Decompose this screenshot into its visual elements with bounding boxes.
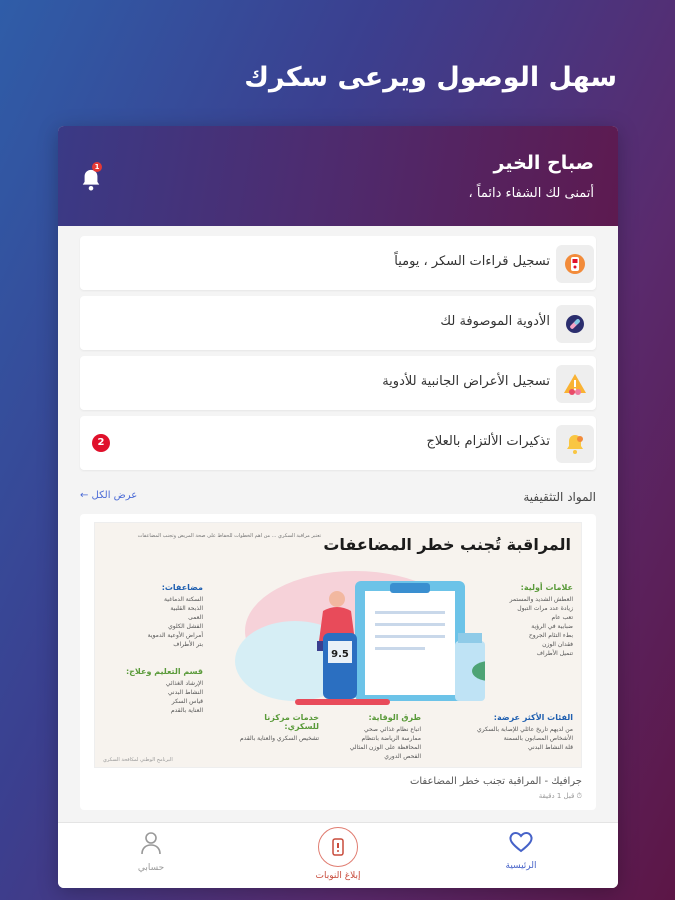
prevention-item: اتباع نظام غذائي صحي bbox=[363, 726, 421, 733]
menu-item-side-effects[interactable] bbox=[80, 356, 596, 410]
nav-home-label: الرئيسية bbox=[505, 861, 537, 871]
diabetes-illustration bbox=[205, 561, 485, 711]
complications-item: بتر الأطراف bbox=[173, 641, 203, 648]
services-title: خدمات مركزنا للسكري: bbox=[264, 713, 319, 731]
nav-profile[interactable] bbox=[106, 831, 196, 873]
nav-home[interactable] bbox=[476, 831, 566, 871]
education-item-time: ⏱ قبل 1 دقيقة bbox=[538, 792, 582, 800]
poster-footer: البرنامج الوطني لمكافحة السكري bbox=[103, 757, 173, 763]
prevention-title: طرق الوقاية: bbox=[368, 713, 421, 722]
early-signs-item: فقدان الوزن bbox=[542, 641, 573, 648]
glucose-meter-reading: 9.5 bbox=[331, 649, 349, 660]
risk-groups-section bbox=[423, 713, 573, 752]
education-center-item: الإرشاد الغذائي bbox=[165, 680, 203, 687]
early-signs-item: زيادة عدد مرات التبول bbox=[517, 605, 573, 612]
complications-section bbox=[103, 583, 203, 649]
menu-item-glucose-readings[interactable] bbox=[80, 236, 596, 290]
prevention-item: الفحص الدوري bbox=[384, 753, 421, 760]
glucose-meter-icon bbox=[556, 245, 594, 283]
warning-icon bbox=[556, 365, 594, 403]
infographic-poster bbox=[94, 522, 582, 768]
early-signs-item: العطش الشديد والمستمر bbox=[509, 596, 573, 603]
heart-icon bbox=[508, 831, 534, 853]
services-item: تشخيص السكري والعناية بالقدم bbox=[240, 735, 319, 742]
user-icon bbox=[140, 831, 162, 855]
greeting-header bbox=[58, 126, 618, 226]
education-section-header bbox=[80, 488, 596, 508]
education-center-section bbox=[103, 667, 203, 715]
education-center-item: العناية بالقدم bbox=[170, 707, 203, 714]
complications-title: مضاعفات: bbox=[161, 583, 203, 592]
greeting-title: صباح الخير bbox=[493, 152, 594, 174]
risk-groups-item: قلة النشاط البدني bbox=[527, 744, 573, 751]
app-tagline: سهل الوصول ويرعى سكرك bbox=[244, 62, 617, 93]
poster-intro: تعتبر مراقبة السكري ... من أهم الخطوات للحفاظ على صحة المريض وتجنب المضاعفات bbox=[137, 533, 321, 539]
greeting-subtitle: أتمنى لك الشفاء دائماً ، bbox=[468, 186, 594, 201]
menu-item-label: تذكيرات الألتزام بالعلاج bbox=[426, 434, 550, 449]
complications-item: السكتة الدماغية bbox=[164, 596, 203, 603]
nav-profile-label: حسابي bbox=[137, 863, 165, 873]
reminder-bell-icon bbox=[556, 425, 594, 463]
education-section-title: المواد التثقيفية bbox=[523, 490, 596, 504]
menu-item-adherence-reminders[interactable] bbox=[80, 416, 596, 470]
early-signs-item: تنميل الأطراف bbox=[536, 650, 573, 657]
prevention-item: المحافظة على الوزن المثالي bbox=[349, 744, 421, 751]
menu-item-prescribed-medications[interactable] bbox=[80, 296, 596, 350]
bottom-navigation bbox=[58, 822, 618, 888]
education-center-title: قسم التعليم وعلاج: bbox=[125, 667, 203, 676]
menu-item-label: الأدوية الموصوفة لك bbox=[440, 314, 550, 329]
education-center-item: قياس السكر bbox=[171, 698, 203, 705]
prevention-section bbox=[331, 713, 421, 761]
nav-report-seizures[interactable] bbox=[293, 827, 383, 881]
menu-item-label: تسجيل الأعراض الجانبية للأدوية bbox=[382, 374, 550, 389]
reminders-count-badge: 2 bbox=[92, 434, 110, 452]
notification-count-badge: 1 bbox=[92, 162, 102, 172]
early-signs-item: ضبابية في الرؤية bbox=[531, 623, 573, 630]
menu-item-label: تسجيل قراءات السكر ، يومياً bbox=[394, 254, 550, 269]
complications-item: الذبحة القلبية bbox=[170, 605, 203, 612]
main-card bbox=[58, 126, 618, 888]
nav-report-label: إبلاغ النوبات bbox=[315, 871, 361, 881]
early-signs-title: علامات أولية: bbox=[520, 583, 573, 592]
view-all-link[interactable]: عرض الكل ← bbox=[80, 490, 138, 501]
pills-icon bbox=[556, 305, 594, 343]
feature-menu bbox=[80, 236, 596, 476]
education-item-card[interactable] bbox=[80, 514, 596, 810]
education-center-item: النشاط البدني bbox=[167, 689, 203, 696]
services-section bbox=[239, 713, 319, 743]
complications-item: العمى bbox=[188, 614, 203, 621]
complications-item: أمراض الأوعية الدموية bbox=[147, 632, 203, 639]
early-signs-item: تعب عام bbox=[551, 614, 573, 621]
early-signs-item: بطء التئام الجروح bbox=[528, 632, 573, 639]
early-signs-section bbox=[473, 583, 573, 658]
risk-groups-title: الفئات الأكثر عرضة: bbox=[493, 713, 573, 722]
education-item-caption: جرافيك - المراقبة تجنب خطر المضاعفات bbox=[409, 776, 582, 787]
prevention-item: ممارسة الرياضة بانتظام bbox=[361, 735, 421, 742]
risk-groups-item: من لديهم تاريخ عائلي للإصابة بالسكري bbox=[477, 726, 573, 733]
complications-item: الفشل الكلوي bbox=[168, 623, 203, 630]
poster-title: المراقبة تُجنب خطر المضاعفات bbox=[323, 535, 571, 554]
report-alert-icon bbox=[318, 827, 358, 867]
risk-groups-item: الأشخاص المصابون بالسمنة bbox=[503, 735, 573, 742]
